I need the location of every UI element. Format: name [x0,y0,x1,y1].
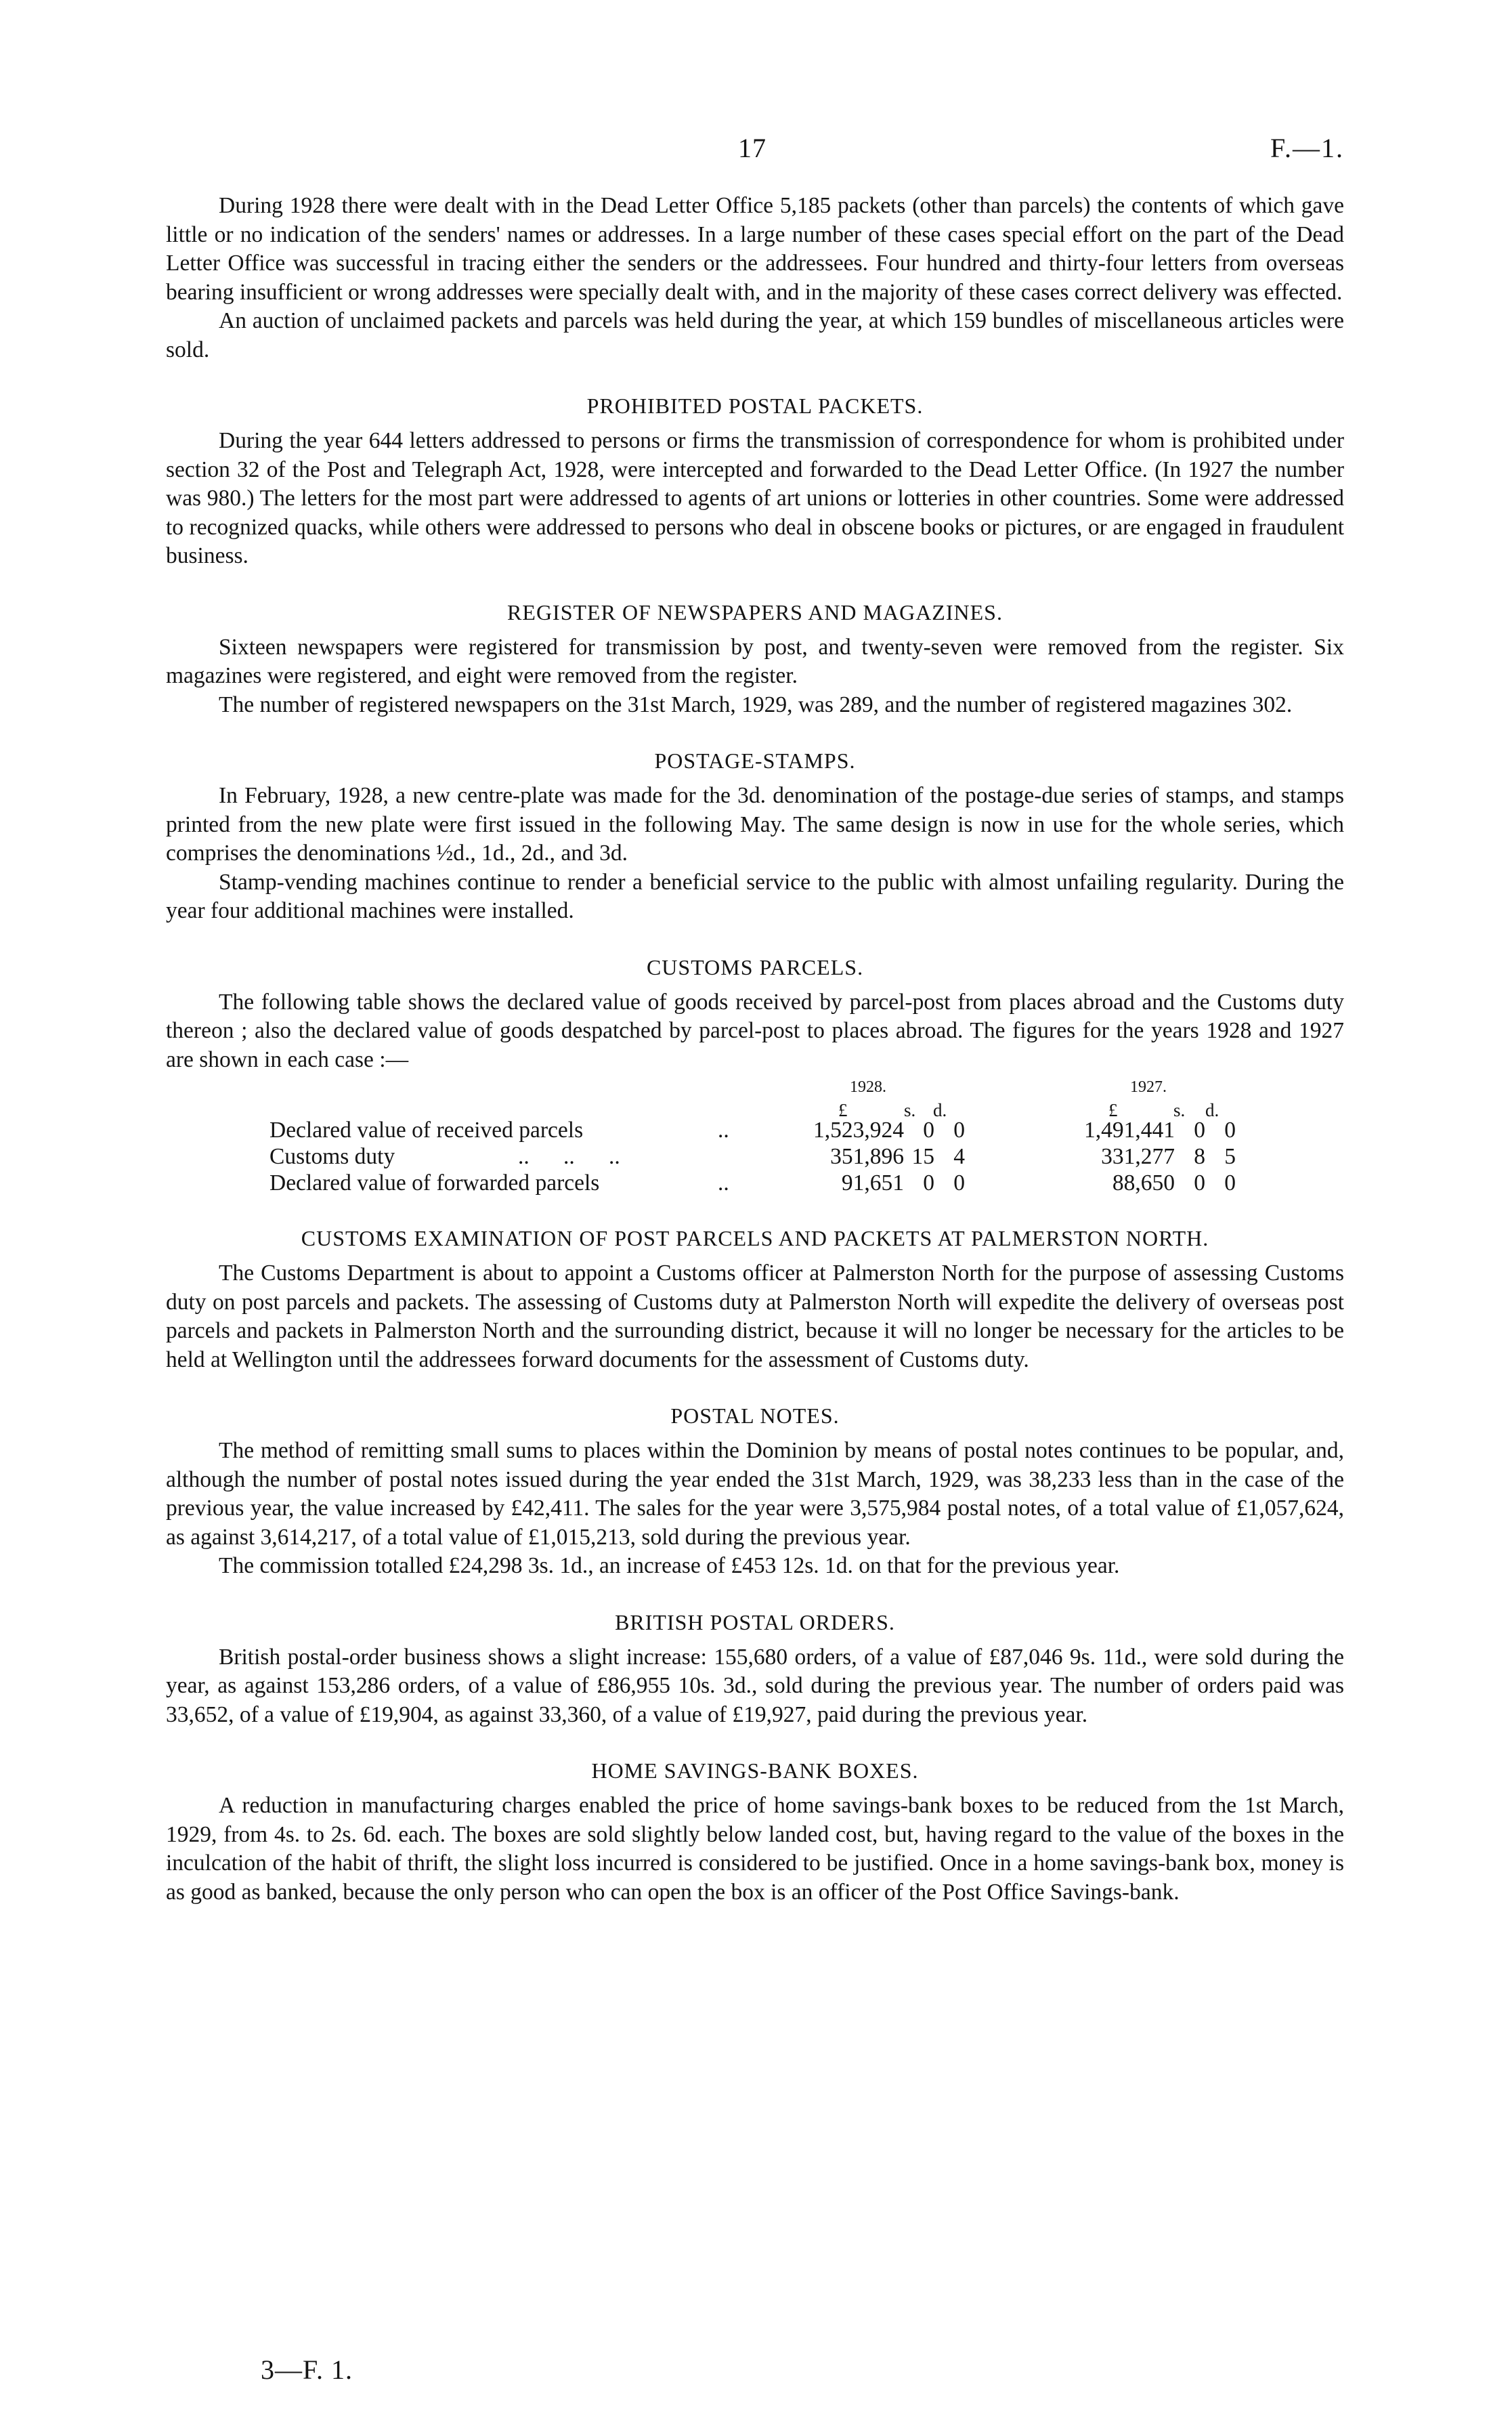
paragraph: During the year 644 letters addressed to persons or firms the transmission of correspondence for whom is prohibited under section 32 of the Post and Telegraph Act, 1928, were intercepted and forwarded to the Dead Letter Office. (In 1927 the number was 980.) The letters for the most part were addressed to agents of art unions or lotteries in other countries. Some were addressed to recognized quacks, while others were addressed to persons who deal in obscene books or pictures, or are engaged in fraudulent business. [166,428,1344,568]
table-row-label: Declared value of received parcels [269,1118,584,1143]
savings-bank-boxes-section [166,1756,1344,1907]
paragraph: The number of registered newspapers on the 31st March, 1929, was 289, and the number of registered magazines 302. [219,692,1293,717]
section-heading: HOME SAVINGS-BANK BOXES. [591,1758,919,1783]
leader-dots [518,1144,755,1170]
register-section [166,598,1344,720]
british-postal-orders-section [166,1608,1344,1730]
paragraph: During 1928 there were dealt with in the Dead Letter Office 5,185 packets (other than parcels) the contents of which gave little or no indication of the senders' names or addresses. In a large number of these cases special effort on the part of the Dead Letter Office was successful in tracing either the senders or the addressees. Four hundred and thirty-four letters from overseas bearing insufficient or wrong addresses were specially dealt with, and in the majority of these cases correct delivery was effected. [166,193,1344,305]
value-1928-pence: 0 [953,1118,965,1143]
value-1928-shillings: 15 [911,1144,934,1169]
section-heading: POSTAL NOTES. [670,1403,840,1428]
value-1927-pounds: 331,277 [1101,1144,1175,1169]
year-header-1928: 1928. [850,1078,886,1096]
value-1928-pence: 0 [953,1170,965,1196]
prohibited-packets-section [166,392,1344,571]
value-1927-shillings: 0 [1194,1118,1205,1143]
value-1928-shillings: 0 [923,1170,934,1196]
paragraph: British postal-order business shows a slight increase: 155,680 orders, of a value of £87,046 9s. 11d., were sold during the year, as against 153,286 orders, of a value of £86,955 10s. 3d., sold during the previous year. The number of orders paid was 33,652, of a value of £19,904, as against 33,360, of a value of £19,927, paid during the previous year. [166,1644,1344,1727]
paragraph: The Customs Department is about to appoint a Customs officer at Palmerston North for the purpose of assessing Customs duty on post parcels and packets. The assessing of Customs duty at Palmerston North will expedite the delivery of overseas post parcels and packets in Palmerston North and the surrounding district, because it will no longer be necessary for the articles to be held at Wellington until the addressees forward documents for the assessment of Customs duty. [166,1261,1344,1372]
section-heading: BRITISH POSTAL ORDERS. [615,1609,895,1634]
unit-shillings: s. [1173,1100,1186,1120]
section-heading: REGISTER OF NEWSPAPERS AND MAGAZINES. [507,599,1003,625]
unit-pounds: £ [838,1100,848,1120]
paragraph: The method of remitting small sums to places within the Dominion by means of postal notes continues to be popular, and, although the number of postal notes issued during the year ended the 31st March, 1929, was 38,233 less than in the case of the previous year, the value increased by £42,411. The sales for the year were 3,575,984 postal notes, of a total value of £1,057,624, as against 3,614,217, of a total value of £1,015,213, sold during the previous year. [166,1438,1344,1550]
value-1927-pounds: 88,650 [1112,1170,1175,1196]
leader-dots: .. [718,1118,729,1143]
paragraph: The following table shows the declared value of goods received by parcel-post from places abroad and the Customs duty thereon ; also the declared value of goods despatched by parcel-post to places abroad. The figures for the years 1928 and 1927 are shown in each case :— [166,989,1344,1072]
paragraph: Stamp-vending machines continue to render a beneficial service to the public with almost unfailing regularity. During the year four additional machines were installed. [166,869,1344,923]
value-1928-pounds: 91,651 [841,1170,904,1196]
postal-notes-section [166,1401,1344,1581]
value-1928-shillings: 0 [923,1118,934,1143]
leader-dots-text: .. .. .. [518,1144,620,1169]
unit-pence: d. [933,1100,947,1120]
unit-pounds: £ [1108,1100,1118,1120]
document-reference: F.—1. [1270,133,1344,163]
year-header-1927: 1927. [1130,1078,1167,1096]
value-1928-pounds: 351,896 [830,1144,904,1169]
value-1927-pounds: 1,491,441 [1084,1118,1175,1143]
customs-table [166,1078,1344,1197]
table-row-label: Customs duty [269,1144,395,1169]
paragraph: The commission totalled £24,298 3s. 1d., an increase of £453 12s. 1d. on that for the previous year. [219,1553,1120,1578]
page-body [166,192,1344,1907]
paragraph: In February, 1928, a new centre-plate was made for the 3d. denomination of the postage-due series of stamps, and stamps printed from the new plate were first issued in the following May. The same design is now in use for the whole series, which comprises the denominations ½d., 1d., 2d., and 3d. [166,783,1344,866]
value-1927-pence: 0 [1224,1118,1236,1143]
value-1927-shillings: 8 [1194,1144,1205,1169]
palmerston-north-section [166,1224,1344,1374]
value-1928-pence: 4 [953,1144,965,1169]
leader-dots: .. [718,1170,729,1196]
customs-parcels-section [166,953,1344,1198]
section-heading: CUSTOMS EXAMINATION OF POST PARCELS AND PACKETS AT PALMERSTON NORTH. [301,1226,1209,1250]
unit-shillings: s. [904,1100,916,1120]
dead-letter-section [166,192,1344,364]
paragraph: An auction of unclaimed packets and parcels was held during the year, at which 159 bundles of miscellaneous articles were sold. [166,308,1344,362]
postage-stamps-section [166,746,1344,926]
value-1928-pounds: 1,523,924 [813,1118,904,1143]
paragraph: A reduction in manufacturing charges enabled the price of home savings-bank boxes to be reduced from the 1st March, 1929, from 4s. to 2s. 6d. each. The boxes are sold slightly below landed cost, but, having regard to the value of the boxes in the inculcation of the habit of thrift, the slight loss incurred is considered to be justified. Once in a home savings-bank box, money is as good as banked, because the only person who can open the box is an officer of the Post Office Savings-bank. [166,1793,1344,1905]
page-header [0,132,1512,173]
unit-pence: d. [1205,1100,1219,1120]
section-heading: POSTAGE-STAMPS. [654,748,856,773]
footer-signature: 3—F. 1. [261,2354,353,2385]
section-heading: CUSTOMS PARCELS. [646,954,864,979]
value-1927-pence: 0 [1224,1170,1236,1196]
section-heading: PROHIBITED POSTAL PACKETS. [586,394,924,418]
paragraph: Sixteen newspapers were registered for transmission by post, and twenty-seven were removed from the register. Six magazines were registered, and eight were removed from the register. [166,634,1344,688]
page-number: 17 [738,133,766,163]
value-1927-shillings: 0 [1194,1170,1205,1196]
value-1927-pence: 5 [1224,1144,1236,1169]
table-row-label: Declared value of forwarded parcels [269,1170,600,1196]
